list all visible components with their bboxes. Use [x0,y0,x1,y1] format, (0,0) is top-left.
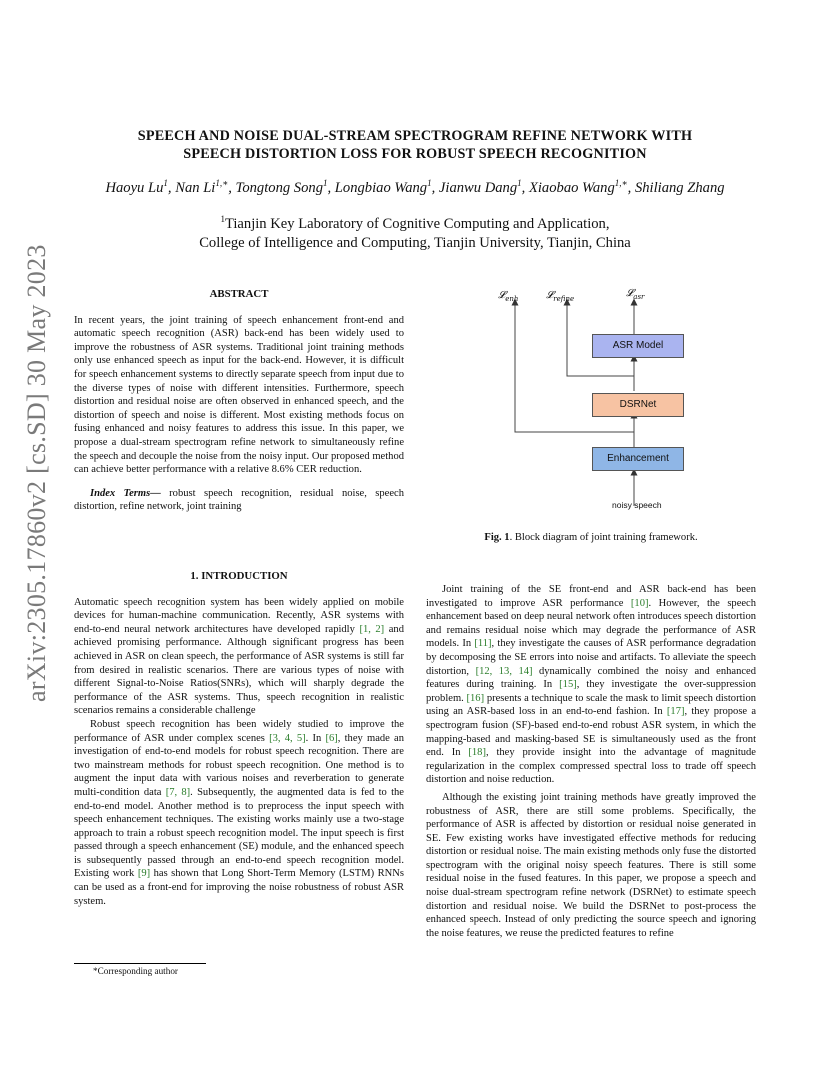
citation-link[interactable]: [9] [137,868,151,880]
paper-title [60,127,770,163]
footnote: *Corresponding author [93,966,178,976]
paragraph-text: Joint training of the SE front-end and ASR back-end has been investigated to improve ASR performance [426,584,756,609]
loss-refine-label: 𝓛$_{refine}$ [546,290,575,303]
title-line-1: SPEECH AND NOISE DUAL-STREAM SPECTROGRAM REFINE NETWORK WITH [137,128,693,144]
introduction-section [74,570,404,908]
noisy-speech-label: noisy speech [612,500,662,510]
intro-paragraph-4 [426,791,756,941]
index-terms [74,487,404,514]
author-affiliation-mark: 1,∗ [614,178,628,189]
intro-paragraph-2 [74,718,404,908]
abstract-body: In recent years, the joint training of speech enhancement front-end and automatic speech recognition (ASR) back-end has been widely used to improve the robustness of ASR systems. Traditional joint training methods only use enhanced speech as input for the back-end. However, it is difficult for speech enhancement systems to directly separate speech from input due to the diverse types of noise with different intensities. Furthermore, speech distortion and residual noise are often observed in enhanced speech, and the distortion of speech and noise is different. Most existing methods focus on fusing enhanced and noisy features to address this issue. In this paper, we propose a dual-stream spectrogram refine network to simultaneously refine the speech and decouple the noise from the noisy input. Our proposed method can achieve better performance with a relative 8.6% CER reduction. [74,314,404,476]
index-terms-label: Index Terms— [90,487,161,499]
author-name: Jianwu Dang [438,180,518,196]
citation-link[interactable]: [6] [325,732,338,744]
citation-link[interactable]: [10] [630,597,649,609]
author-list: Haoyu Lu$^1$, Nan $Li^{1,∗}$, Tongtong Song$^1$, Longbiao Wang$^1$, Jianwu Dang$^1$, Xiaobao Wang$^{1,∗}$, Shiliang Zhang [105,178,725,196]
author-affiliation-mark: 1,∗ [215,178,229,189]
author-name: Tongtong Song [235,180,323,196]
author-affiliation-mark: 1 [517,178,522,189]
author-name: Nan Li [175,180,216,196]
title-line-2: SPEECH DISTORTION LOSS FOR ROBUST SPEECH RECOGNITION [183,146,647,162]
paragraph-text: , they investigate the causes of ASR performance degradation by decomposing the SE errors into noise and artifacts. To alleviate the speech distortion, [426,638,756,677]
paragraph-text: , they provide insight into the advantage of magnitude regularization in the complex compressed spectral loss to trade off speech distortion and noise reduction. [426,747,756,786]
paragraph-text: . Subsequently, the augmented data is fed to the end-to-end model. Another method is to preprocess the input speech with speech enhancement techniques. The existing works mainly use a two-stage approach to train a robust speech recognition model. The input speech is first passed through a speech enhancement (SE) module, and the enhanced speech is subsequently passed through an end-to-end speech recognition model. Existing work [74,786,404,880]
affiliation-mark: 1 [220,214,225,225]
author-name: Longbiao Wang [334,180,428,196]
affiliation [60,215,770,253]
figure-1-caption-label: Fig. 1 [484,532,510,543]
citation-link[interactable]: [15] [559,679,577,691]
asr-model-box: ASR Model [592,334,684,358]
citation-link[interactable]: [18] [468,747,486,759]
paragraph-text: , they investigate the over-suppression problem. [426,679,756,704]
paragraph-text: Automatic speech recognition system has been widely applied on mobile devices for human-machine communication. Recently, ASR systems with end-to-end neural network architectures have developed rapidly [74,596,404,635]
affiliation-line-1 [60,215,770,234]
author-name: Xiaobao Wang [528,180,615,196]
paragraph-text: dynamically combined the noisy and enhanced features during training. In [426,665,756,691]
dsrnet-box: DSRNet [592,393,684,417]
citation-link[interactable]: [16] [466,692,485,704]
paragraph-text: , they propose a spectrogram fusion (SF)-based end-to-end robust ASR system, in which the mapping-based and masking-based SE is simultaneously used as the front end. In [426,706,757,759]
paragraph-text: . However, the speech enhancement based on deep neural network often introduces speech distortion and remains residual noise which may degrade the performance of ASR models. In [426,597,757,650]
author-affiliation-mark: 1 [427,178,432,189]
arxiv-stamp-text: arXiv:2305.17860v2 [cs.SD] 30 May 2023 [22,244,51,702]
arxiv-side-stamp [22,244,52,702]
abstract-heading: ABSTRACT [209,288,269,300]
figure-1 [490,284,710,514]
intro-paragraph-1 [74,596,404,718]
author-affiliation-mark: 1 [323,178,328,189]
loss-enh-label: 𝓛$_{enh}$ [498,290,519,303]
introduction-heading: 1. INTRODUCTION [190,570,288,582]
author-name: Haoyu Lu [105,180,164,196]
citation-link[interactable]: [17] [666,706,685,718]
figure-1-caption [426,532,756,543]
citation-link[interactable]: [3, 4, 5] [269,732,306,744]
citation-link[interactable]: [7, 8] [165,786,191,798]
paragraph-text: Robust speech recognition has been widely studied to improve the performance of ASR under complex scenes [74,718,404,744]
paragraph-text: . In [305,732,326,744]
paragraph-text: and achieved promising performance. Although significant progress has been achieved in ASR on clean speech, the performance of ASR systems is still far from desired in realistic scenarios. There are various types of noise with different Signal-to-Noise Ratios(SNRs), which will sharply degrade the performance of the ASR systems. Thus, speech recognition in realistic scenarios remains a considerable challenge [74,623,404,717]
intro-paragraph-3 [426,583,756,787]
footnote-rule [74,963,206,964]
author-name: Shiliang Zhang [634,180,725,196]
affiliation-text-1: Tianjin Key Laboratory of Cognitive Computing and Application, [224,216,610,232]
citation-link[interactable]: [12, 13, 14] [475,665,533,677]
citation-link[interactable]: [11] [474,638,492,650]
right-column-text [426,583,756,940]
affiliation-line-2: College of Intelligence and Computing, Tianjin University, Tianjin, China [199,235,631,251]
author-affiliation-mark: 1 [163,178,168,189]
citation-link[interactable]: [1, 2] [359,623,385,635]
abstract-section [74,288,404,514]
paragraph-text: presents a technique to scale the mask to limit speech distortion using an ASR-based loss in an end-to-end fashion. In [426,692,756,718]
paragraph-text: Although the existing joint training methods have greatly improved the robustness of ASR, there are still some problems. Specifically, the performance of ASR is affected by distortion or residual noise generated in SE. Few existing works have investigated effective methods for reducing distortion or residual noise. The main existing methods only fuse the distorted spectrogram with the original noisy speech features. There is still some residual noise in the fused features. In this paper, we propose a speech and noise dual-stream spectrogram refine network (DSRNet) to estimate speech distortion and residual noise. We build the DSRNet to post-process the enhanced speech. Instead of only predicting the source speech and ignoring the noise features, we reuse the predicted features to refine [426,791,756,939]
paragraph-text: , they made an investigation of end-to-end models for robust speech recognition. There are two mainstream methods for robust speech recognition. One method is to augment the input data with various noises and reverberation to generate multi-condition data [74,732,404,798]
loss-asr-label: 𝓛$_{asr}$ [626,288,645,301]
enhancement-box: Enhancement [592,447,684,471]
paragraph-text: has shown that Long Short-Term Memory (LSTM) RNNs can be used as a front-end for improving the noise robustness of robust ASR system. [74,868,405,907]
index-terms-text: robust speech recognition, residual noise, speech distortion, refine network, joint training [74,487,404,513]
figure-1-caption-text: . Block diagram of joint training framework. [509,532,698,543]
